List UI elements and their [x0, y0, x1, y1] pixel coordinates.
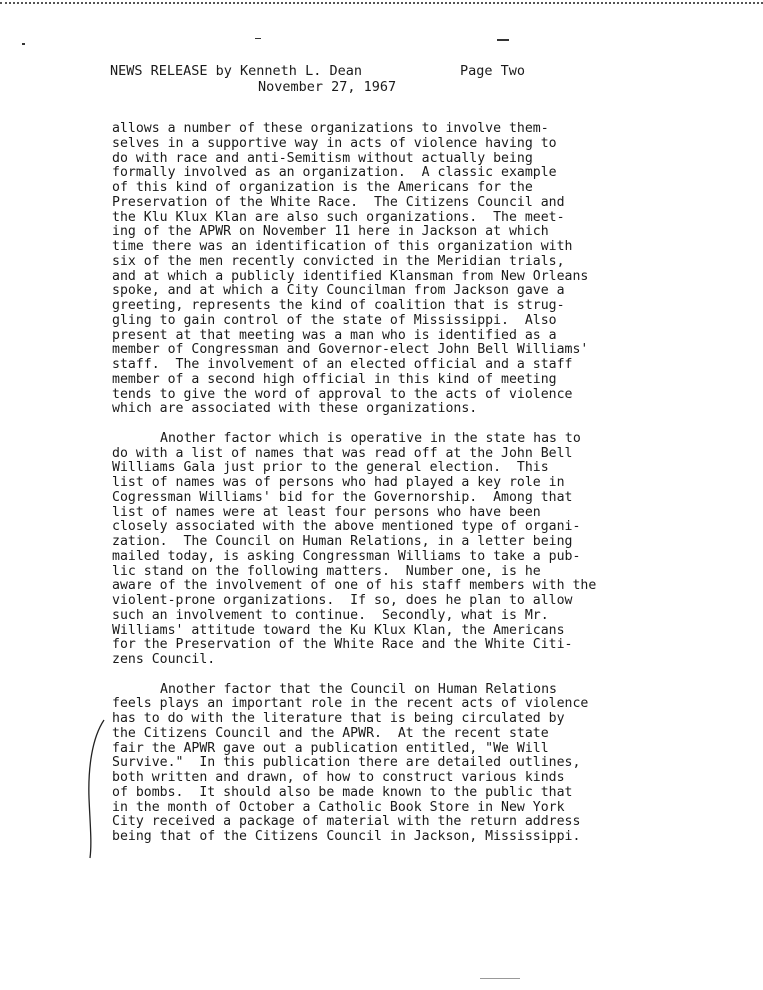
text-line: which are associated with these organizations.: [112, 401, 478, 417]
text-line: Williams' attitude toward the Ku Klux Klan, the Americans: [112, 622, 565, 638]
text-line: both written and drawn, of how to construct various kinds: [112, 770, 565, 785]
text-line: list of names was of persons who had played a key role in: [112, 475, 565, 490]
text-line: in the month of October a Catholic Book Store in New York: [112, 799, 565, 815]
text-line: zation. The Council on Human Relations, in a letter being: [112, 534, 573, 549]
scan-speck: [255, 38, 261, 39]
paragraph: [112, 683, 682, 845]
release-byline: NEWS RELEASE by Kenneth L. Dean: [110, 63, 362, 79]
text-line: do with a list of names that was read off at the John Bell: [112, 445, 573, 461]
text-line: ing of the APWR on November 11 here in Jackson at which: [112, 224, 549, 240]
text-line: Williams Gala just prior to the general election. This: [112, 460, 549, 476]
text-line: Another factor that the Council on Human Relations: [160, 681, 557, 697]
body-text: [112, 122, 682, 860]
scan-speck: [497, 39, 509, 41]
text-line: lic stand on the following matters. Number one, is he: [112, 563, 541, 579]
page-label: Page Two: [460, 63, 526, 79]
text-line: the Citizens Council and the APWR. At the recent state: [112, 725, 549, 741]
text-line: the Klu Klux Klan are also such organizations. The meet-: [112, 209, 565, 225]
text-line: allows a number of these organizations to involve them-: [112, 121, 549, 136]
scan-speck: [480, 978, 520, 979]
text-line: greeting, represents the kind of coalition that is strug-: [112, 298, 565, 313]
text-line: fair the APWR gave out a publication entitled, "We Will: [112, 740, 549, 756]
paragraph: [112, 122, 682, 417]
text-line: such an involvement to continue. Secondly, what is Mr.: [112, 607, 549, 623]
text-line: six of the men recently convicted in the Meridian trials,: [112, 253, 565, 269]
text-line: Survive." In this publication there are detailed outlines,: [112, 755, 581, 771]
text-line: member of Congressman and Governor-elect John Bell Williams': [112, 342, 589, 358]
release-date: November 27, 1967: [258, 79, 397, 95]
text-line: of bombs. It should also be made known to the public that: [112, 784, 573, 800]
text-line: City received a package of material with the return address: [112, 814, 581, 830]
scan-speck: [22, 43, 25, 45]
text-line: selves in a supportive way in acts of violence having to: [112, 135, 557, 151]
text-line: mailed today, is asking Congressman Williams to take a pub-: [112, 548, 581, 564]
text-line: spoke, and at which a City Councilman from Jackson gave a: [112, 283, 565, 299]
text-line: and at which a publicly identified Klansman from New Orleans: [112, 268, 589, 284]
top-border-rule: [0, 2, 763, 4]
text-line: time there was an identification of this organization with: [112, 239, 573, 254]
text-line: being that of the Citizens Council in Jackson, Mississippi.: [112, 829, 581, 844]
text-line: formally involved as an organization. A classic example: [112, 165, 557, 181]
handwritten-bracket-mark: [86, 718, 106, 860]
text-line: Cogressman Williams' bid for the Governorship. Among that: [112, 489, 573, 505]
text-line: gling to gain control of the state of Mississippi. Also: [112, 312, 557, 328]
text-line: aware of the involvement of one of his staff members with the: [112, 578, 597, 594]
paragraph: [112, 432, 682, 668]
text-line: Another factor which is operative in the state has to: [160, 430, 581, 446]
text-line: closely associated with the above mentioned type of organi-: [112, 519, 581, 535]
text-line: member of a second high official in this kind of meeting: [112, 371, 557, 387]
text-line: tends to give the word of approval to the acts of violence: [112, 386, 573, 402]
text-line: do with race and anti-Semitism without actually being: [112, 150, 533, 166]
text-line: has to do with the literature that is being circulated by: [112, 711, 565, 726]
text-line: feels plays an important role in the recent acts of violence: [112, 696, 589, 712]
text-line: of this kind of organization is the Americans for the: [112, 180, 533, 195]
text-line: zens Council.: [112, 652, 216, 667]
text-line: violent-prone organizations. If so, does he plan to allow: [112, 593, 573, 608]
text-line: Preservation of the White Race. The Citizens Council and: [112, 194, 565, 210]
text-line: list of names were at least four persons who have been: [112, 504, 541, 520]
text-line: for the Preservation of the White Race and the White Citi-: [112, 637, 573, 653]
text-line: present at that meeting was a man who is identified as a: [112, 327, 557, 343]
text-line: staff. The involvement of an elected official and a staff: [112, 357, 573, 372]
